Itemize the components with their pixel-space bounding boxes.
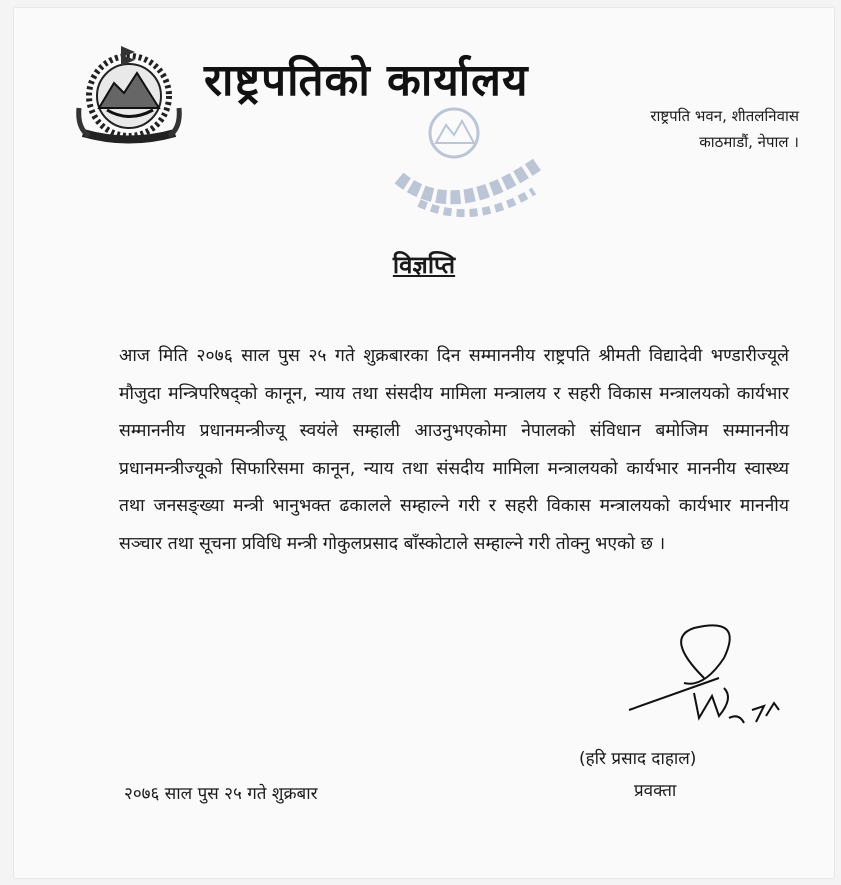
notice-body: आज मिति २०७६ साल पुस २५ गते शुक्रबारका दिन सम्माननीय राष्ट्रपति श्रीमती विद्यादेवी भण्डारीज्यूले मौजुदा मन्त्रिपरिषद्को कानून, न्याय तथा संसदीय मामिला मन्त्रालय र सहरी विकास मन्त्रालयको कार्यभार सम्माननीय प्रधानमन्त्रीज्यू स्वयंले सम्हाली आउनुभएकोमा नेपालको संविधान बमोजिम सम्माननीय प्रधानमन्त्रीज्यूको सिफारिसमा कानून, न्याय तथा संसदीय मामिला मन्त्रालयको कार्यभार माननीय स्वास्थ्य तथा जनसङ्ख्या मन्त्री भानुभक्त ढकालले सम्हाल्ने गरी र सहरी विकास मन्त्रालयको कार्यभार माननीय सञ्चार तथा सूचना प्रविधि मन्त्री गोकुलप्रसाद बाँस्कोटाले सम्हाल्ने गरी तोक्नु भएको छ । (119, 346, 789, 554)
national-emblem-icon (69, 38, 189, 148)
office-title: राष्ट्रपतिको कार्यालय (204, 55, 529, 106)
office-address (624, 103, 799, 155)
handwritten-signature (624, 618, 784, 743)
address-line-2: काठमाडौं, नेपाल । (699, 133, 799, 151)
official-stamp-icon (394, 103, 544, 223)
document-page (14, 8, 834, 878)
signatory-name: (हरि प्रसाद दाहाल) (579, 749, 697, 769)
notice-heading: विज्ञप्ति (392, 251, 456, 279)
notice-date: २०७६ साल पुस २५ गते शुक्रबार (124, 784, 318, 804)
address-line-1: राष्ट्रपति भवन, शीतलनिवास (650, 107, 799, 125)
signatory-title: प्रवक्ता (634, 781, 677, 801)
